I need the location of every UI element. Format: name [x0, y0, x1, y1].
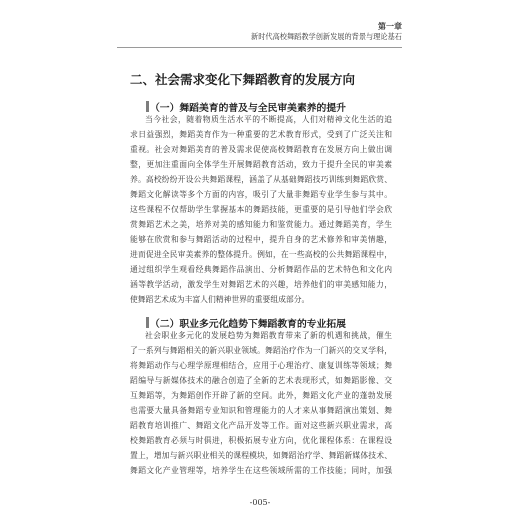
text-line: 通过组织学生观看经典舞蹈作品演出、分析舞蹈作品的艺术特色和文化内	[130, 265, 392, 274]
text-line: 整，更加注重面向全体学生开展舞蹈教育活动，致力于提升全民的审美素	[130, 160, 392, 169]
subsection-2-title-text: （二）职业多元化趋势下舞蹈教育的专业拓展	[150, 319, 346, 330]
subsection-1-title-text: （一）舞蹈美育的普及与全民审美素养的提升	[150, 103, 346, 114]
text-line: 了一系列与舞蹈相关的新兴职业领域。舞蹈治疗作为一门新兴的交叉学科，	[130, 346, 392, 355]
chapter-label: 第一章	[378, 22, 402, 31]
text-line: 互舞蹈等，为舞蹈创作开辟了新的空间。此外，舞蹈文化产业的蓬勃发展	[130, 391, 392, 400]
text-line: 蹈教育培训推广、舞蹈文化产品开发等工作。面对这些新兴职业需求，高	[130, 421, 392, 430]
text-line: 当今社会，随着物质生活水平的不断提高，人们对精神文化生活的追	[145, 115, 392, 124]
text-line: 校舞蹈教育必须与时俱进，积极拓展专业方向，优化课程体系：在课程设	[130, 436, 392, 445]
running-head	[251, 22, 402, 42]
text-line: 也需要大量具备舞蹈专业知识和管理能力的人才来从事舞蹈演出策划、舞	[130, 406, 392, 415]
text-line: 养。高校纷纷开设公共舞蹈课程，涵盖了从基础舞蹈技巧训练到舞蹈欣赏、	[130, 175, 392, 184]
page-number: -005-	[249, 498, 271, 507]
text-line: 涵等教学活动，激发学生对舞蹈艺术的兴趣，培养他们的审美感知能力，	[130, 280, 392, 289]
text-line: 置上，增加与新兴职业相关的课程模块，如舞蹈治疗学、舞蹈新媒体技术、	[130, 451, 392, 460]
subhead-marker-icon	[146, 101, 149, 112]
text-line: 社会职业多元化的发展趋势为舞蹈教育带来了新的机遇和挑战，催生	[145, 331, 392, 340]
header-rule	[117, 47, 402, 48]
text-line: 求日益强烈，舞蹈美育作为一种重要的艺术教育形式，受到了广泛关注和	[130, 130, 392, 139]
text-line: 使舞蹈艺术成为丰富人们精神世界的重要组成部分。	[130, 295, 310, 304]
text-line: 将舞蹈动作与心理学原理相结合，应用于心理治疗、康复训练等领域；舞	[130, 361, 392, 370]
text-line: 蹈编导与新媒体技术的融合创造了全新的艺术表现形式，如舞蹈影像、交	[130, 376, 392, 385]
text-line: 舞蹈文化产业管理等，培养学生在这些领域所需的工作技能；同时，加强	[130, 466, 392, 475]
subsection-1-paragraph	[130, 112, 392, 307]
text-line: 赏舞蹈艺术之美，培养对美的感知能力和鉴赏能力。通过舞蹈美育，学生	[130, 220, 392, 229]
text-line: 舞蹈文化解读等多个方面的内容，吸引了大量非舞蹈专业学生参与其中。	[130, 190, 392, 199]
text-line: 进而促进全民审美素养的整体提升。例如，在一些高校的公共舞蹈课程中，	[130, 250, 392, 259]
subhead-marker-icon	[146, 317, 149, 328]
subsection-2-paragraph	[130, 328, 392, 478]
text-line: 这些课程不仅帮助学生掌握基本的舞蹈技能，更重要的是引导他们学会欣	[130, 205, 392, 214]
text-line: 重视。社会对舞蹈美育的普及需求促使高校舞蹈教育在发展方向上做出调	[130, 145, 392, 154]
section-title: 二、社会需求变化下舞蹈教育的发展方向	[130, 72, 356, 87]
text-line: 能够在欣赏和参与舞蹈活动的过程中，提升自身的艺术修养和审美情趣，	[130, 235, 392, 244]
chapter-subtitle: 新时代高校舞蹈教学创新发展的背景与理论基石	[251, 32, 402, 41]
